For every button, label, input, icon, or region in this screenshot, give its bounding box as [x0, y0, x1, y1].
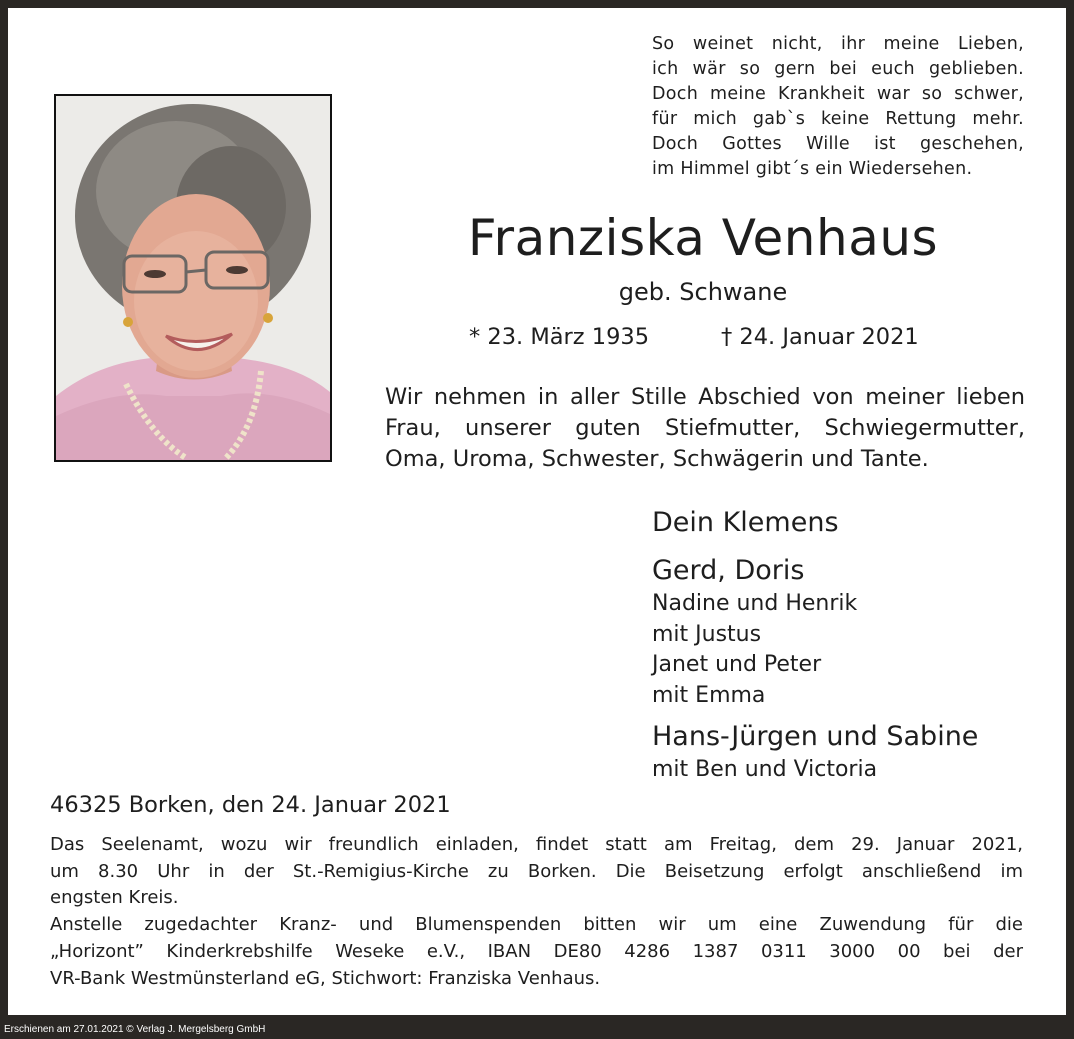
- birth-date: * 23. März 1935: [469, 324, 650, 350]
- maiden-name: geb. Schwane: [618, 278, 788, 306]
- poem-line: Doch Gottes Wille ist geschehen,: [652, 134, 1024, 154]
- notice-line: Anstelle zugedachter Kranz- und Blumenspenden bitten wir um eine Zuwendung für die: [50, 914, 1023, 936]
- portrait-image: [56, 96, 330, 460]
- notice-line: „Horizont” Kinderkrebshilfe Weseke e.V., IBAN DE80 4286 1387 0311 3000 00 bei der: [50, 940, 1023, 962]
- announcement-line: Wir nehmen in aller Stille Abschied von meiner lieben: [385, 384, 1025, 410]
- deceased-name: Franziska Venhaus: [467, 209, 939, 267]
- notice-line: engsten Kreis.: [50, 887, 179, 909]
- announcement: [385, 382, 1025, 475]
- place-and-date: 46325 Borken, den 24. Januar 2021: [50, 792, 451, 818]
- death-date: † 24. Januar 2021: [721, 324, 919, 350]
- portrait-photo: [54, 94, 332, 462]
- mourner-group-head: Gerd, Doris: [652, 555, 805, 586]
- mourner-spouse: Dein Klemens: [652, 507, 839, 538]
- obituary-card: [8, 8, 1066, 1015]
- mourner-group-head: Hans-Jürgen und Sabine: [652, 721, 979, 752]
- service-notice: [50, 832, 1023, 992]
- mourner-line: Nadine und Henrik: [652, 591, 858, 616]
- announcement-line: Oma, Uroma, Schwester, Schwägerin und Tante.: [385, 446, 929, 472]
- notice-line: Das Seelenamt, wozu wir freundlich einladen, findet statt am Freitag, dem 29. Januar 2021,: [50, 834, 1023, 855]
- mourner-line: mit Emma: [652, 682, 766, 708]
- poem-line: So weinet nicht, ihr meine Lieben,: [652, 34, 1024, 54]
- notice-line: VR-Bank Westmünsterland eG, Stichwort: Franziska Venhaus.: [50, 967, 601, 989]
- poem-line: Doch meine Krankheit war so schwer,: [652, 84, 1024, 104]
- mourner-line: mit Ben und Victoria: [652, 757, 878, 782]
- publication-footer: Erschienen am 27.01.2021 © Verlag J. Mergelsberg GmbH: [4, 1024, 266, 1035]
- mourner-line: Janet und Peter: [652, 652, 822, 677]
- poem-line: ich wär so gern bei euch geblieben.: [652, 59, 1024, 79]
- mourner-line: mit Justus: [652, 621, 762, 647]
- notice-line: um 8.30 Uhr in der St.-Remigius-Kirche zu Borken. Die Beisetzung erfolgt anschließend im: [50, 860, 1023, 882]
- poem: [652, 32, 1024, 182]
- poem-line: im Himmel gibt´s ein Wiedersehen.: [652, 159, 973, 179]
- poem-line: für mich gab`s keine Rettung mehr.: [652, 109, 1024, 129]
- announcement-line: Frau, unserer guten Stiefmutter, Schwiegermutter,: [385, 415, 1025, 441]
- mourners-list: [652, 505, 978, 786]
